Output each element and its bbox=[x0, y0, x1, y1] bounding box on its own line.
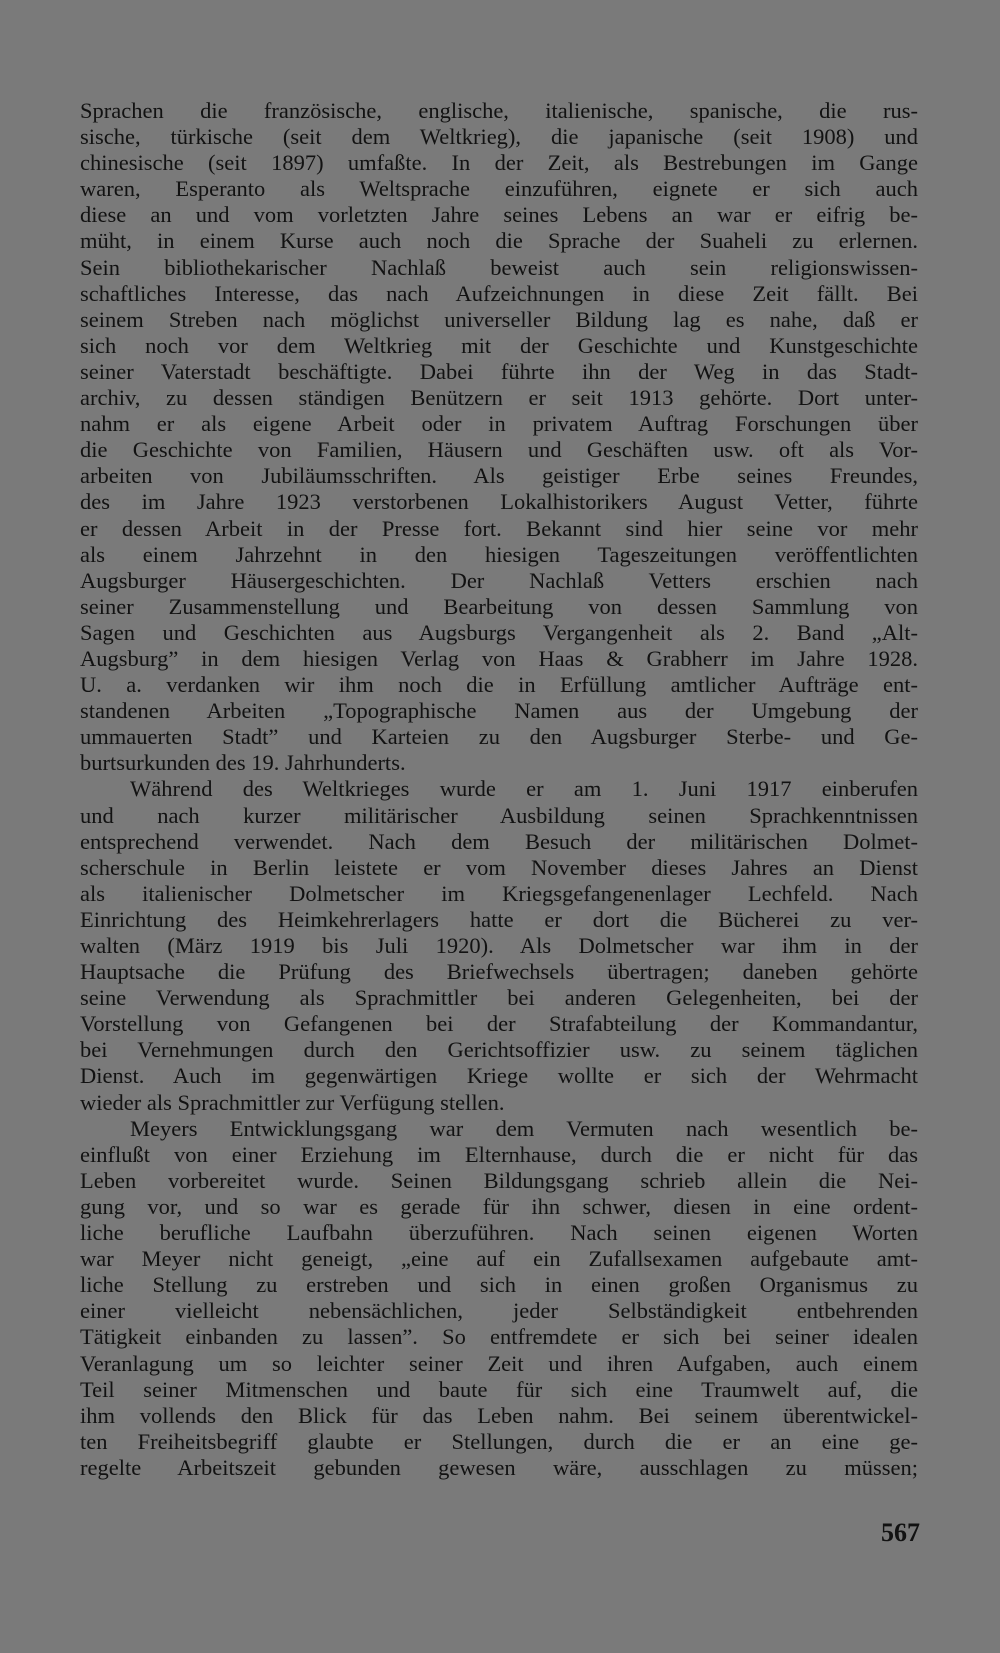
text-line: regelte Arbeitszeit gebunden gewesen wäre, ausschlagen zu müssen; bbox=[80, 1454, 918, 1480]
text-line: Sein bibliothekarischer Nachlaß beweist auch sein religionswissen- bbox=[80, 254, 918, 280]
text-line: Sprachen die französische, englische, italienische, spanische, die rus- bbox=[80, 98, 918, 123]
text-line: ten Freiheitsbegriff glaubte er Stellungen, durch die er an eine ge- bbox=[80, 1428, 918, 1454]
text-line: nahm er als eigene Arbeit oder in privatem Auftrag Forschungen über bbox=[80, 411, 918, 437]
text-line: Hauptsache die Prüfung des Briefwechsels übertragen; daneben gehörte bbox=[80, 959, 918, 985]
text-line: die Geschichte von Familien, Häusern und Geschäften usw. oft als Vor- bbox=[80, 437, 918, 463]
page-number: 567 bbox=[881, 1518, 920, 1547]
text-line: diese an und vom vorletzten Jahre seines Lebens an war er eifrig be- bbox=[80, 202, 918, 228]
text-line: Vorstellung von Gefangenen bei der Strafabteilung der Kommandantur, bbox=[80, 1011, 918, 1037]
text-line: sich noch vor dem Weltkrieg mit der Geschichte und Kunstgeschichte bbox=[80, 332, 918, 358]
text-line: liche Stellung zu erstreben und sich in einen großen Organismus zu bbox=[80, 1272, 918, 1298]
text-line: müht, in einem Kurse auch noch die Sprache der Suaheli zu erlernen. bbox=[80, 228, 918, 254]
text-line: Augsburg” in dem hiesigen Verlag von Haas & Grabherr im Jahre 1928. bbox=[80, 645, 918, 671]
text-line: Während des Weltkrieges wurde er am 1. Juni 1917 einberufen bbox=[130, 776, 918, 802]
paragraph-1 bbox=[80, 98, 918, 776]
text-line: Augsburger Häusergeschichten. Der Nachlaß Vetters erschien nach bbox=[80, 567, 918, 593]
text-line: seiner Vaterstadt beschäftigte. Dabei führte ihn der Weg in das Stadt- bbox=[80, 358, 918, 384]
text-line: archiv, zu dessen ständigen Benützern er seit 1913 gehörte. Dort unter- bbox=[80, 385, 918, 411]
text-line: sische, türkische (seit dem Weltkrieg), die japanische (seit 1908) und bbox=[80, 124, 918, 150]
text-line: standenen Arbeiten „Topographische Namen aus der Umgebung der bbox=[80, 698, 918, 724]
text-line: scherschule in Berlin leistete er vom November dieses Jahres an Dienst bbox=[80, 854, 918, 880]
text-line: des im Jahre 1923 verstorbenen Lokalhistorikers August Vetter, führte bbox=[80, 489, 918, 515]
text-line: er dessen Arbeit in der Presse fort. Bekannt sind hier seine vor mehr bbox=[80, 515, 918, 541]
text-line: ihm vollends den Blick für das Leben nahm. Bei seinem überentwickel- bbox=[80, 1402, 918, 1428]
text-line: Einrichtung des Heimkehrerlagers hatte er dort die Bücherei zu ver- bbox=[80, 906, 918, 932]
text-line: und nach kurzer militärischer Ausbildung seinen Sprachkenntnissen bbox=[80, 802, 918, 828]
text-line: U. a. verdanken wir ihm noch die in Erfüllung amtlicher Aufträge ent- bbox=[80, 672, 918, 698]
text-line: war Meyer nicht geneigt, „eine auf ein Zufallsexamen aufgebaute amt- bbox=[80, 1246, 918, 1272]
text-line: Veranlagung um so leichter seiner Zeit und ihren Aufgaben, auch einem bbox=[80, 1350, 918, 1376]
paragraph-3 bbox=[80, 1116, 918, 1481]
text-line: bei Vernehmungen durch den Gerichtsoffizier usw. zu seinem täglichen bbox=[80, 1037, 918, 1063]
text-line: wieder als Sprachmittler zur Verfügung stellen. bbox=[80, 1089, 505, 1115]
text-line: Tätigkeit einbanden zu lassen”. So entfremdete er sich bei seiner idealen bbox=[80, 1324, 918, 1350]
text-line: als italienischer Dolmetscher im Kriegsgefangenenlager Lechfeld. Nach bbox=[80, 880, 918, 906]
text-line: waren, Esperanto als Weltsprache einzuführen, eignete er sich auch bbox=[80, 176, 918, 202]
text-line: Leben vorbereitet wurde. Seinen Bildungsgang schrieb allein die Nei- bbox=[80, 1167, 918, 1193]
text-line: liche berufliche Laufbahn überzuführen. Nach seinen eigenen Worten bbox=[80, 1220, 918, 1246]
text-line: einflußt von einer Erziehung im Elternhause, durch die er nicht für das bbox=[80, 1141, 918, 1167]
text-line: Dienst. Auch im gegenwärtigen Kriege wollte er sich der Wehrmacht bbox=[80, 1063, 918, 1089]
text-line: seinem Streben nach möglichst universeller Bildung lag es nahe, daß er bbox=[80, 306, 918, 332]
text-line: entsprechend verwendet. Nach dem Besuch der militärischen Dolmet- bbox=[80, 828, 918, 854]
text-line: einer vielleicht nebensächlichen, jeder Selbständigkeit entbehrenden bbox=[80, 1298, 918, 1324]
text-line: burtsurkunden des 19. Jahrhunderts. bbox=[80, 750, 406, 776]
text-line: arbeiten von Jubiläumsschriften. Als geistiger Erbe seines Freundes, bbox=[80, 463, 918, 489]
text-line: Teil seiner Mitmenschen und baute für sich eine Traumwelt auf, die bbox=[80, 1376, 918, 1402]
text-line: walten (März 1919 bis Juli 1920). Als Dolmetscher war ihm in der bbox=[80, 933, 918, 958]
text-line: seine Verwendung als Sprachmittler bei anderen Gelegenheiten, bei der bbox=[80, 985, 918, 1011]
text-line: Meyers Entwicklungsgang war dem Vermuten nach wesentlich be- bbox=[130, 1115, 918, 1141]
text-line: als einem Jahrzehnt in den hiesigen Tageszeitungen veröffentlichten bbox=[80, 541, 918, 567]
text-line: seiner Zusammenstellung und Bearbeitung von dessen Sammlung von bbox=[80, 593, 918, 619]
text-line: Sagen und Geschichten aus Augsburgs Vergangenheit als 2. Band „Alt- bbox=[80, 619, 918, 645]
text-line: schaftliches Interesse, das nach Aufzeichnungen in diese Zeit fällt. Bei bbox=[80, 280, 918, 306]
paragraph-2 bbox=[80, 776, 918, 1115]
text-line: ummauerten Stadt” und Karteien zu den Augsburger Sterbe- und Ge- bbox=[80, 724, 918, 750]
body-text bbox=[80, 98, 918, 1481]
text-line: gung vor, und so war es gerade für ihn schwer, diesen in eine ordent- bbox=[80, 1193, 918, 1219]
text-line: chinesische (seit 1897) umfaßte. In der Zeit, als Bestrebungen im Gange bbox=[80, 150, 918, 176]
